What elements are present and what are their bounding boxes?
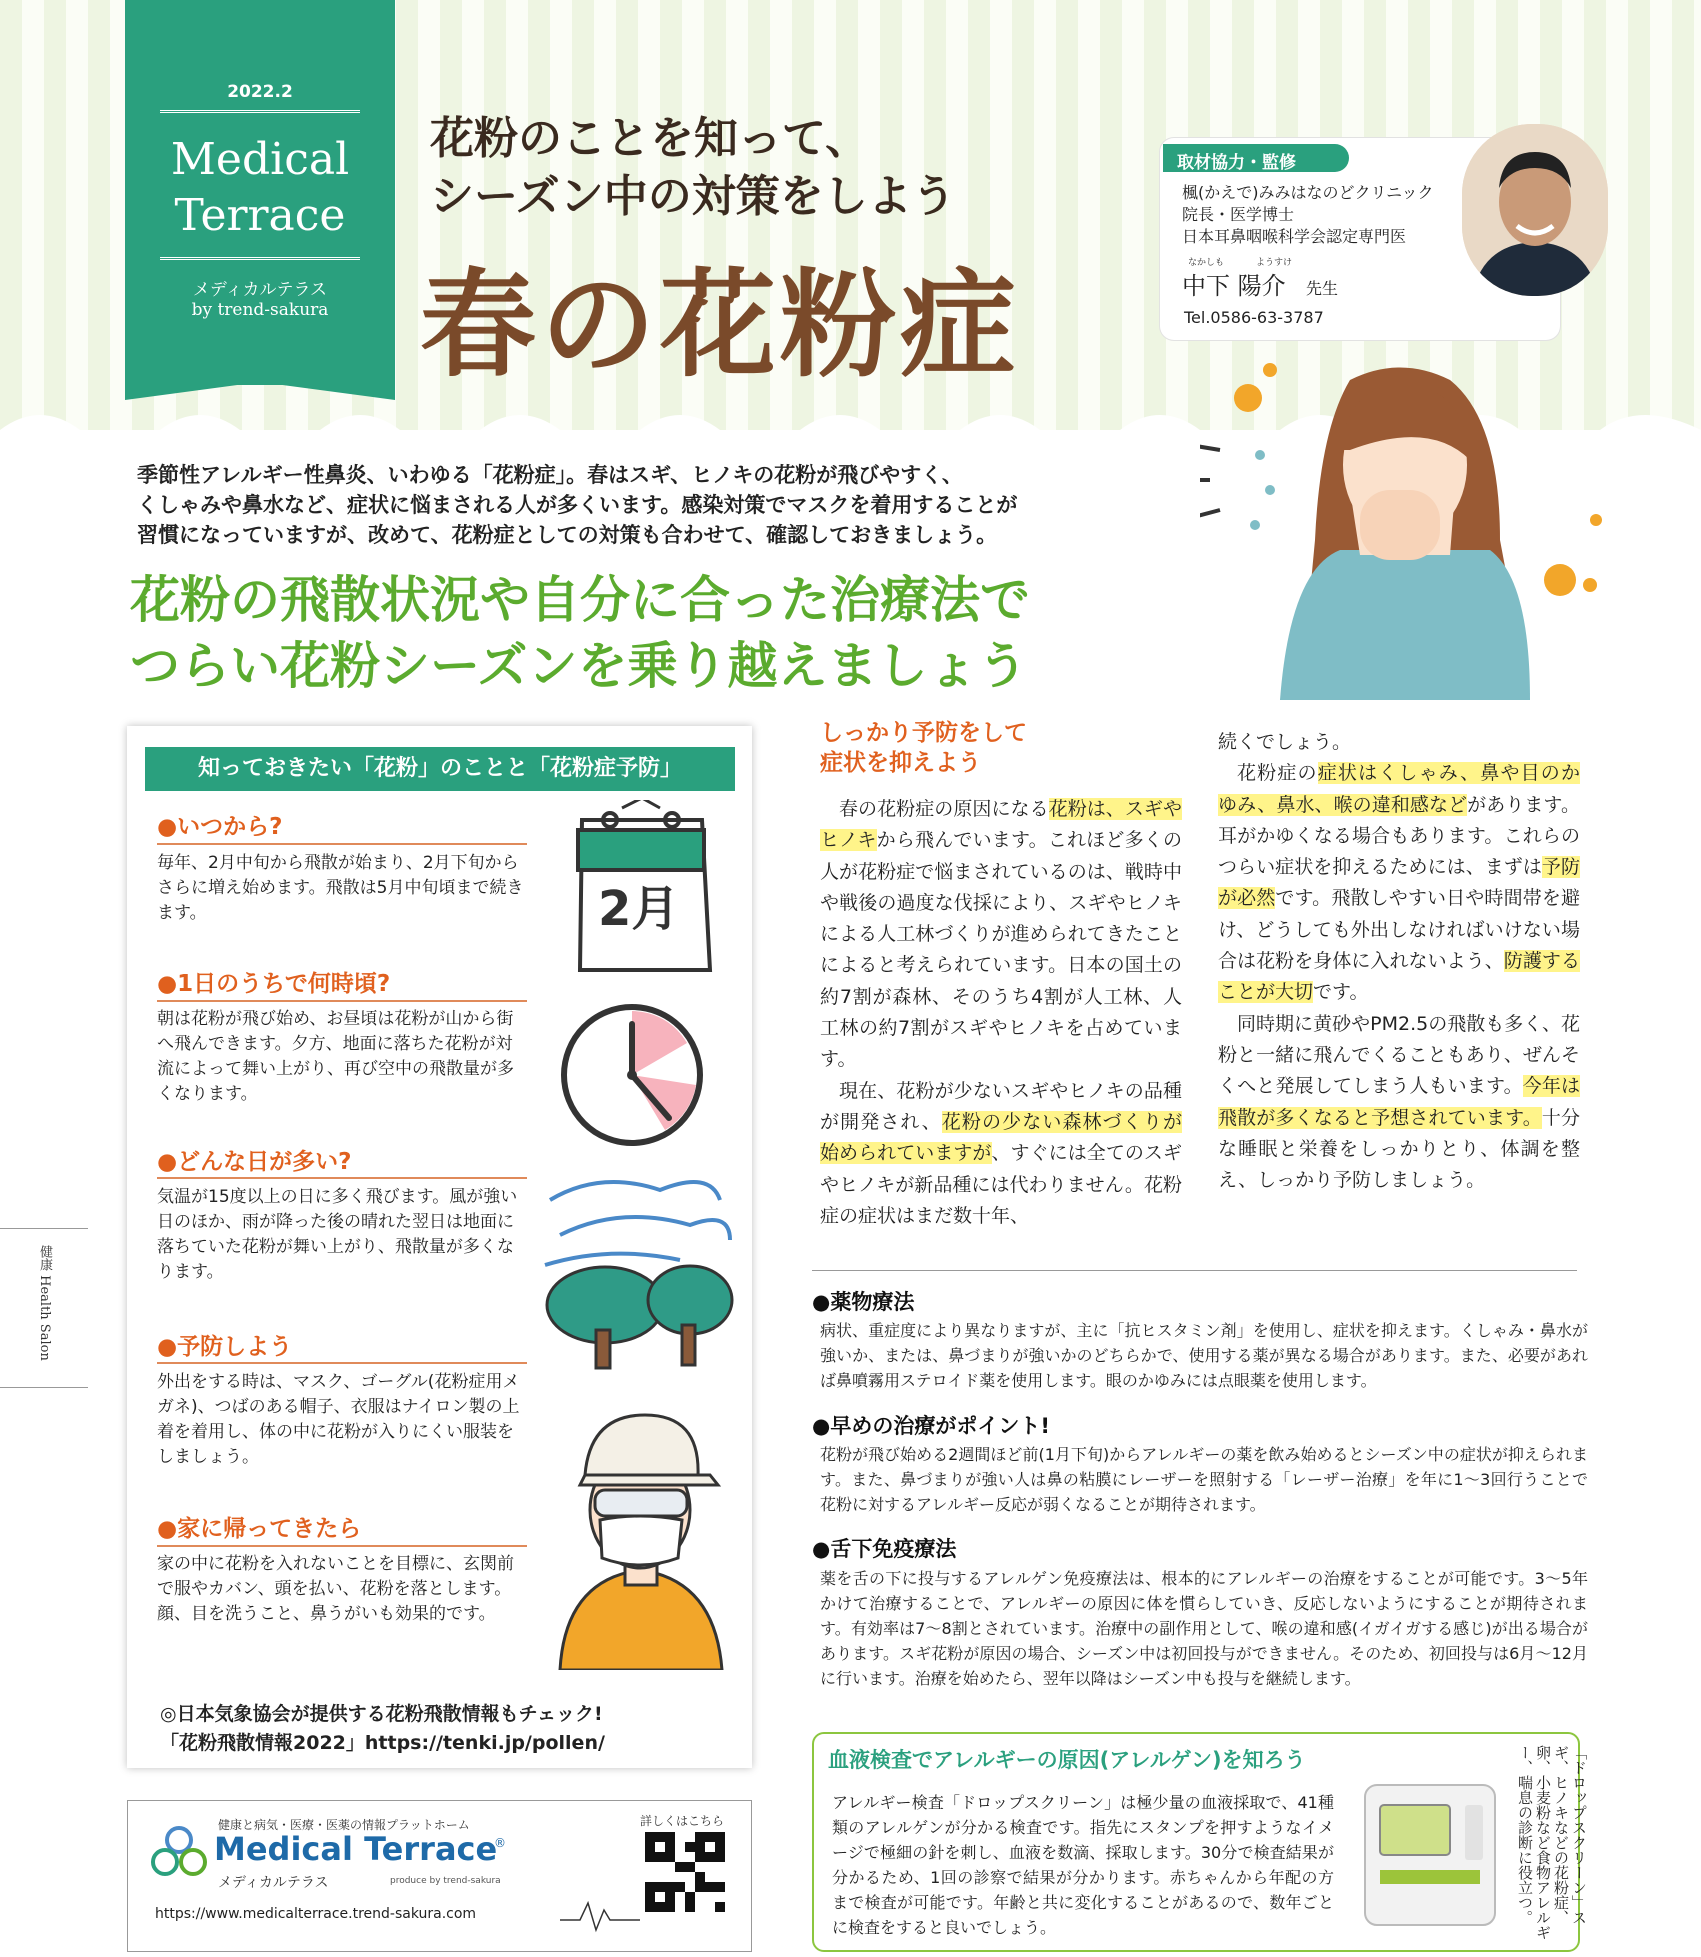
pollen-info-note — [160, 1700, 605, 1758]
treatment-text-early: 花粉が飛び始める2週間ほど前(1月下旬)からアレルギーの薬を飲み始めるとシーズン中の症状が抑えられます。また、鼻づまりが強い人は鼻の粘膜にレーザーを照射する「レーザー治療」を年に1〜3回行うことで花粉に対するアレルギー反応が弱くなることが期待されます。 — [820, 1445, 1588, 1514]
name-ruby-given: ようすけ — [1256, 258, 1293, 268]
faq-answer-when: 毎年、2月中旬から飛散が始まり、2月下旬からさらに増え始めます。飛散は5月中旬頃まで続きます。 — [157, 853, 524, 923]
intro-line-1: 季節性アレルギー性鼻炎、いわゆる「花粉症」。春はスギ、ヒノキの花粉が飛びやすく、 — [137, 463, 963, 487]
headline-line-2: つらい花粉シーズンを乗り越えましょう — [130, 637, 1028, 695]
supervisor-tag: 取材協力・監修 — [1163, 144, 1349, 172]
banner-produce: produce by trend-sakura — [390, 1876, 501, 1886]
faq-answer-prevent: 外出をする時は、マスク、ゴーグル(花粉症用メガネ)、つばのある帽子、衣服はナイロン製の上着を着用し、体の中に花粉が入りにくい服装をしましょう。 — [157, 1372, 520, 1467]
article-highlight: 予防が必然 — [1218, 856, 1580, 910]
faq-answer-home: 家の中に花粉を入れないことを目標に、玄関前で服やカバン、頭を払い、花粉を落とします。顔、目を洗うこと、鼻うがいも効果的です。 — [157, 1554, 514, 1624]
logo-by: by trend-sakura — [191, 300, 329, 320]
article-text: 、すぐには全てのスギやヒノキが新品種には代わりません。花粉症の症状はまだ数十年、 — [820, 1142, 1182, 1227]
logo-wordmark — [125, 132, 395, 244]
article-column-1 — [820, 794, 1182, 1232]
clock-icon — [557, 1000, 707, 1150]
article-text: から飛んでいます。これほど多くの人が花粉症で悩まされているのは、戦時中や戦後の過度な伐採により、スギやヒノキによる人工林づくりが進められてきたことによると考えられています。日本の国土の約7割が森林、そのうち4割が人工林、人工林の約7割がスギやヒノキを占めています。 — [820, 829, 1182, 1071]
treatment-text-medication: 病状、重症度により異なりますが、主に「抗ヒスタミン剤」を使用し、症状を抑えます。くしゃみ・鼻水が強いか、または、鼻づまりが強いかのどちらかで、使用する薬が異なる場合があります。また、必要があれば鼻噴霧用ステロイド薬を使用します。眼のかゆみには点眼薬を使用します。 — [820, 1321, 1588, 1390]
faq-divider — [157, 1000, 527, 1002]
treatment-text-sublingual: 薬を舌の下に投与するアレルゲン免疫療法は、根本的にアレルギーの治療をすることが可能です。3〜5年かけて治療することで、アレルギーの原因に体を慣らしていき、反応しないようにすることが期待されます。有効率は7〜8割とされています。治療中の副作用として、喉の違和感(イガイガする感じ)が出る場合があります。スギ花粉が原因の場合、シーズン中は初回投与ができません。そのため、初回投与は6月〜12月に行います。治療を始めたら、翌年以降はシーズン中も投与を継続します。 — [820, 1569, 1588, 1688]
article-column-2 — [1218, 727, 1580, 1196]
article-highlight: 防護することが大切 — [1218, 950, 1580, 1004]
article-para — [1218, 1009, 1580, 1197]
article-para — [820, 794, 1182, 1076]
windy-trees-icon — [540, 1160, 740, 1370]
masked-man-illustration — [540, 1380, 740, 1670]
doctor-role: 院長・医学博士 — [1182, 205, 1295, 224]
faq-answer-days: 気温が15度以上の日に多く飛びます。風が強い日のほか、雨が降った後の晴れた翌日は地面に落ちていた花粉が舞い上がり、飛散量が多くなります。 — [157, 1187, 518, 1282]
page-subtitle — [430, 110, 956, 226]
article-heading-line-1: しっかり予防をして — [820, 720, 1027, 746]
side-label-jp: 健康 — [37, 1245, 52, 1271]
faq-question-when: ●いつから? — [157, 814, 283, 840]
headline-line-1: 花粉の飛散状況や自分に合った治療法で — [130, 571, 1030, 629]
banner-url-link[interactable]: https://www.medicalterrace.trend-sakura.com — [155, 1906, 477, 1922]
banner-brand: Medical Terrace — [214, 1830, 498, 1868]
banner-registered-mark: ® — [494, 1836, 506, 1850]
clinic-name: 楓(かえで)みみはなのどクリニック — [1182, 183, 1434, 202]
calendar-month: 2月 — [598, 881, 680, 937]
medical-terrace-logo-icon — [147, 1822, 211, 1886]
treatment-heading-medication: ●薬物療法 — [812, 1290, 915, 1314]
qr-code[interactable] — [645, 1832, 725, 1912]
clinic-tel: Tel.0586-63-3787 — [1184, 308, 1324, 327]
blood-test-text: アレルギー検査「ドロップスクリーン」は極少量の血液採取で、41種類のアレルゲンが分かる検査です。指先にスタンプを押すようなイメージで極細の針を刺し、血液を数滴、採取します。30分で検査結果が分かるため、1回の診察で結果が分かります。赤ちゃんから年配の方まで検査が可能です。年齢と共に変化することがあるので、数年ごとに検査をすると良いでしょう。 — [832, 1793, 1334, 1937]
blood-test-heading: 血液検査でアレルギーの原因(アレルゲン)を知ろう — [828, 1748, 1306, 1772]
article-heading — [820, 718, 1027, 778]
side-rule-top — [0, 1228, 88, 1229]
faq-question-days: ●どんな日が多い? — [157, 1149, 352, 1175]
article-highlight: 症状はくしゃみ、鼻や目のかゆみ、鼻水、喉の違和感など — [1218, 762, 1580, 816]
faq-divider — [157, 1177, 527, 1179]
side-section-label — [35, 1245, 54, 1361]
issue-date: 2022.2 — [227, 82, 293, 102]
dropscreen-device-image — [1350, 1775, 1510, 1935]
article-text: 続くでしょう。 — [1218, 731, 1352, 753]
logo-kana: メディカルテラス — [192, 280, 328, 300]
logo-line-2: Terrace — [174, 190, 346, 241]
article-highlight: 花粉の少ない森林づくりが始められていますが — [820, 1110, 1182, 1165]
ribbon-notch — [125, 380, 395, 400]
heartbeat-line-icon — [560, 1895, 640, 1935]
article-text: 十分な睡眠と栄養をしっかりとり、体調を整え、しっかり予防しましょう。 — [1218, 1106, 1580, 1192]
name-ruby-family: なかしも — [1188, 258, 1225, 268]
qr-label: 詳しくはこちら — [640, 1814, 725, 1828]
article-para — [1218, 727, 1580, 758]
faq-question-prevent: ●予防しよう — [157, 1334, 293, 1360]
note-line-2: 「花粉飛散情報2022」https://tenki.jp/pollen/ — [160, 1732, 605, 1754]
intro-line-2: くしゃみや鼻水など、症状に悩まされる人が多くいます。感染対策でマスクを着用することが — [137, 493, 1018, 517]
pollen-facts-heading: 知っておきたい「花粉」のことと「花粉症予防」 — [145, 747, 735, 791]
sneezing-woman-illustration — [1200, 340, 1620, 700]
doctor-photo — [1462, 124, 1608, 296]
banner-kana: メディカルテラス — [218, 1875, 329, 1891]
doctor-cert: 日本耳鼻咽喉科学会認定専門医 — [1182, 227, 1407, 246]
doctor-honorific: 先生 — [1306, 279, 1339, 298]
article-text: 春の花粉症の原因になる — [839, 798, 1049, 820]
article-text: 同時期に黄砂やPM2.5の飛散も多く、花粉と一緒に飛んでくることもあり、ぜんそくへと発展してしまう人もいます。 — [1218, 1012, 1580, 1098]
faq-divider — [157, 1362, 527, 1364]
faq-divider — [157, 1545, 527, 1547]
article-heading-line-2: 症状を抑えよう — [820, 750, 981, 776]
faq-divider — [157, 843, 527, 845]
note-line-1: ◎日本気象協会が提供する花粉飛散情報もチェック! — [160, 1703, 603, 1725]
article-text: です。飛散しやすい日や時間帯を避け、どうしても外出しなければいけない場合は花粉を身体に入れないよう、 — [1218, 887, 1580, 973]
article-text: 花粉症の — [1237, 762, 1318, 785]
banner-tagline: 健康と病気・医療・医薬の情報プラットホーム — [218, 1818, 470, 1832]
section-divider — [812, 1270, 1577, 1271]
blood-test-caption: 「ドロップスクリーン」スギ、ヒノキなどの花粉症、卵、小麦粉など食物アレルギー、喘息の診断に役立つ。 — [1516, 1745, 1588, 1940]
page-title: 春の花粉症 — [420, 257, 1020, 393]
treatment-heading-early: ●早めの治療がポイント! — [812, 1414, 1050, 1438]
doctor-name: 中下 陽介 — [1182, 272, 1286, 300]
subtitle-line-2: シーズン中の対策をしよう — [430, 171, 956, 222]
article-para — [1218, 758, 1580, 1008]
side-label-en: Health Salon — [37, 1275, 52, 1361]
treatment-heading-sublingual: ●舌下免疫療法 — [812, 1537, 957, 1561]
faq-question-time: ●1日のうちで何時頃? — [157, 971, 391, 997]
faq-answer-time: 朝は花粉が飛び始め、お昼頃は花粉が山から街へ飛んできます。夕方、地面に落ちた花粉が対流によって舞い上がり、再び空中の飛散量が多くなります。 — [157, 1009, 514, 1104]
side-rule-bottom — [0, 1387, 88, 1388]
logo-line-1: Medical — [170, 134, 350, 185]
article-highlight: 今年は飛散が多くなると予想されています。 — [1218, 1075, 1580, 1129]
article-text: があります。耳がかゆくなる場合もあります。これらのつらい症状を抑えるためには、まずは — [1218, 793, 1580, 879]
article-text: 現在、花粉が少ないスギやヒノキの品種が開発され、 — [820, 1079, 1182, 1133]
intro-text — [137, 460, 1147, 550]
faq-question-home: ●家に帰ってきたら — [157, 1516, 362, 1542]
intro-line-3: 習慣になっていますが、改めて、花粉症としての対策も合わせて、確認しておきましょう。 — [137, 523, 998, 547]
article-highlight: 花粉は、スギやヒノキ — [820, 798, 1182, 852]
article-para — [820, 1076, 1182, 1232]
main-headline — [130, 567, 1030, 699]
subtitle-line-1: 花粉のことを知って、 — [430, 113, 870, 164]
article-text: です。 — [1313, 981, 1369, 1004]
